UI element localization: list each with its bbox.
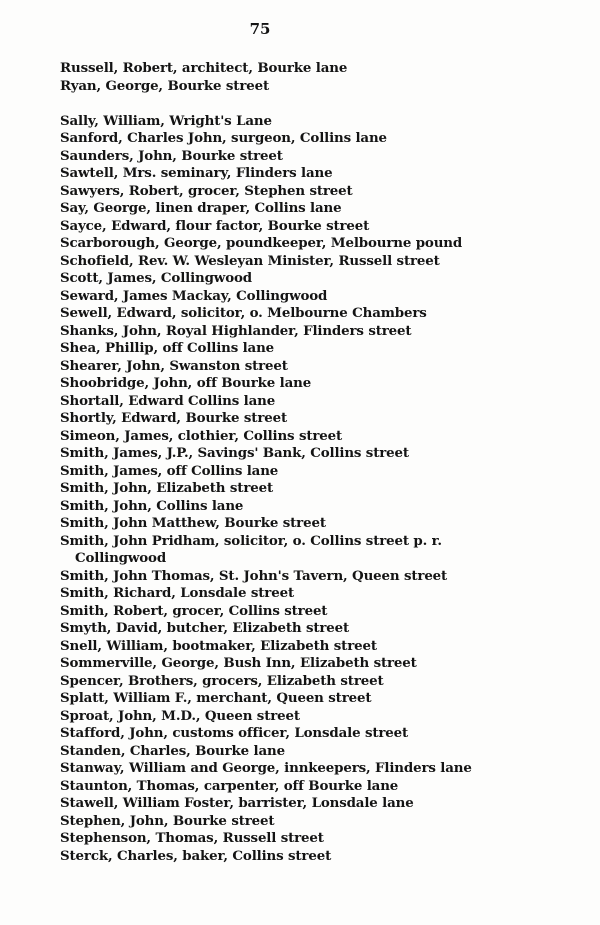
directory-entry: Russell, Robert, architect, Bourke lane — [60, 60, 348, 76]
directory-entry: Sewell, Edward, solicitor, o. Melbourne Chambers — [60, 305, 427, 321]
directory-entry: Shortly, Edward, Bourke street — [60, 410, 288, 426]
directory-entry: Smith, James, J.P., Savings' Bank, Collins street — [60, 445, 409, 461]
directory-entry: Splatt, William F., merchant, Queen street — [60, 690, 372, 706]
directory-entry: Smith, Richard, Lonsdale street — [60, 585, 294, 601]
directory-entry: Spencer, Brothers, grocers, Elizabeth street — [60, 672, 384, 689]
directory-entry: Simeon, James, clothier, Collins street — [60, 427, 343, 444]
section-gap — [60, 95, 580, 113]
directory-entry: Standen, Charles, Bourke lane — [60, 742, 285, 759]
directory-entry: Sayce, Edward, flour factor, Bourke street — [60, 217, 370, 234]
directory-entry: Scarborough, George, poundkeeper, Melbourne pound — [60, 235, 463, 251]
directory-entry: Sterck, Charles, baker, Collins street — [60, 847, 332, 864]
directory-entry: Smith, John, Collins lane — [60, 497, 244, 514]
directory-entry: Seward, James Mackay, Collingwood — [60, 287, 328, 304]
directory-entry: Smith, John Matthew, Bourke street — [60, 515, 326, 531]
directory-entry: Ryan, George, Bourke street — [60, 77, 270, 94]
directory-entry: Sommerville, George, Bush Inn, Elizabeth street — [60, 655, 417, 671]
directory-entry: Smith, John Pridham, solicitor, o. Collins street p. r. — [60, 532, 442, 549]
directory-entry: Stephenson, Thomas, Russell street — [60, 830, 324, 846]
entries-s — [60, 113, 580, 866]
directory-entry: Shoobridge, John, off Bourke lane — [60, 375, 312, 391]
directory-entry: Shearer, John, Swanston street — [60, 357, 288, 374]
directory-entry: Scott, James, Collingwood — [60, 270, 252, 286]
directory-entry: Stephen, John, Bourke street — [60, 812, 275, 829]
directory-entry: Stanway, William and George, innkeepers, Flinders lane — [60, 760, 472, 776]
directory-entry: Sawyers, Robert, grocer, Stephen street — [60, 182, 353, 199]
directory-entry: Smyth, David, butcher, Elizabeth street — [60, 620, 350, 636]
directory-entry: Smith, John Thomas, St. John's Tavern, Queen street — [60, 567, 448, 584]
directory-entry: Schofield, Rev. W. Wesleyan Minister, Russell street — [60, 252, 440, 269]
directory-entry: Shortall, Edward Collins lane — [60, 392, 276, 409]
directory-entry: Stafford, John, customs officer, Lonsdale street — [60, 725, 409, 741]
directory-entry: Say, George, linen draper, Collins lane — [60, 200, 342, 216]
directory-entry: Collingwood — [75, 550, 167, 566]
directory-entry: Staunton, Thomas, carpenter, off Bourke lane — [60, 777, 399, 794]
directory-listing — [60, 60, 580, 865]
entries-r — [60, 60, 580, 95]
directory-entry: Shanks, John, Royal Highlander, Flinders street — [60, 322, 412, 339]
directory-entry: Sanford, Charles John, surgeon, Collins lane — [60, 130, 387, 146]
directory-entry: Stawell, William Foster, barrister, Lonsdale lane — [60, 795, 414, 811]
directory-entry: Smith, James, off Collins lane — [60, 462, 279, 479]
directory-entry: Saunders, John, Bourke street — [60, 147, 283, 164]
directory-entry: Sally, William, Wright's Lane — [60, 112, 272, 129]
directory-entry: Smith, John, Elizabeth street — [60, 480, 274, 496]
directory-entry: Sawtell, Mrs. seminary, Flinders lane — [60, 165, 333, 181]
page-number: 75 — [249, 20, 271, 38]
directory-entry: Sproat, John, M.D., Queen street — [60, 707, 300, 724]
directory-entry: Smith, Robert, grocer, Collins street — [60, 602, 328, 619]
directory-entry: Snell, William, bootmaker, Elizabeth street — [60, 637, 377, 654]
directory-entry: Shea, Phillip, off Collins lane — [60, 340, 275, 356]
